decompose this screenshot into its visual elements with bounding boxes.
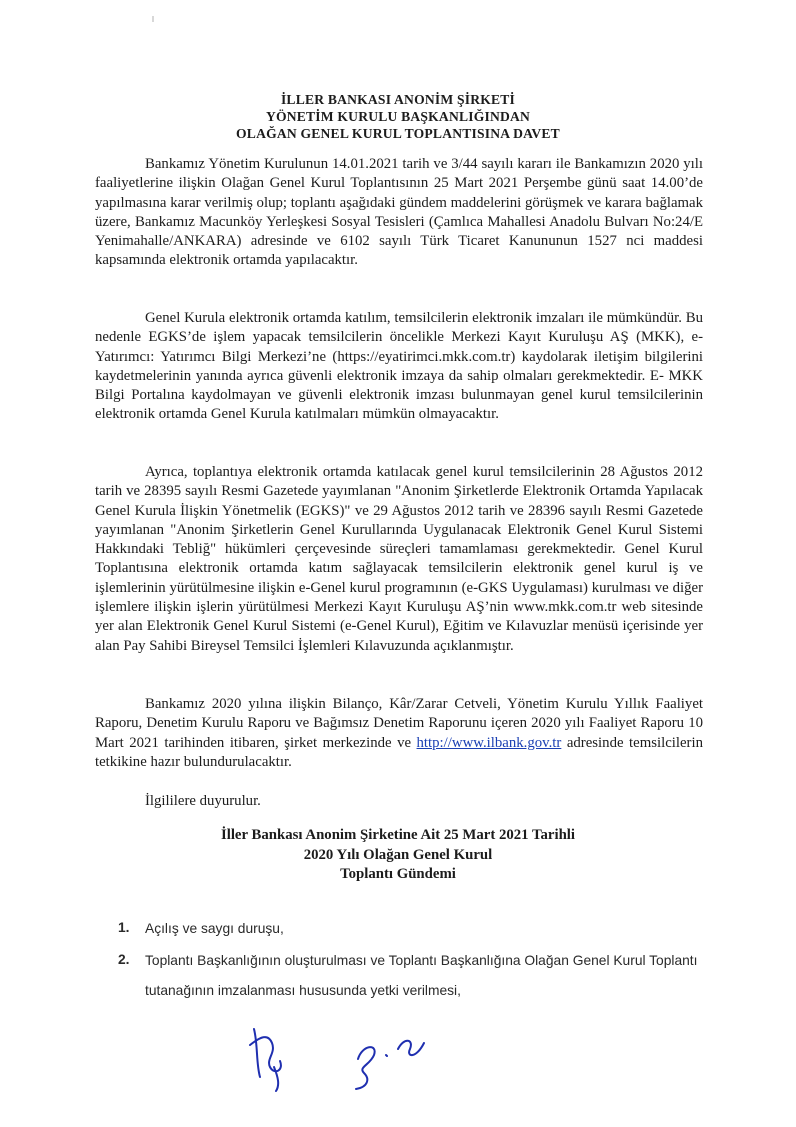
- header-line-company: İLLER BANKASI ANONİM ŞİRKETİ: [280, 92, 516, 107]
- agenda-item-number: 2.: [118, 952, 130, 967]
- closing-note: İlgililere duyurulur.: [145, 793, 261, 809]
- paragraph-electronic-participation: Genel Kurula elektronik ortamda katılım, temsilcilerin elektronik imzaları ile mümkündür. Bu nedenle EGKS’de işlem yapacak temsilcilerin öncelikle Merkezi Kayıt Kuruluşu AŞ (MKK), e-Yatırımcı: Yatırımcı Bilgi Merkezi’ne (https://eyatirimci.mkk.com.tr) kaydolarak iletişim bilgilerini kaydetmelerinin yanında ayrıca güvenli elektronik imzaya da sahip olmaları gerekmektedir. E- MKK Bilgi Portalına kaydolmayan ve güvenli elektronik imzası bulunmayan genel kurul temsilcilerinin elektronik ortamda Genel Kurula katılmaları mümkün olmayacaktır.: [95, 310, 703, 423]
- scan-mark: [152, 16, 154, 22]
- agenda-title: [0, 826, 796, 885]
- agenda-title-line2: 2020 Yılı Olağan Genel Kurul: [303, 846, 493, 863]
- signatures: [240, 1015, 460, 1095]
- ilbank-website-link[interactable]: http://www.ilbank.gov.tr: [416, 734, 562, 751]
- header-line-board: YÖNETİM KURULU BAŞKANLIĞINDAN: [265, 109, 531, 124]
- agenda-item-text: Açılış ve saygı duruşu,: [145, 921, 284, 936]
- agenda-item-number: 1.: [118, 920, 130, 935]
- signature-second: [356, 1041, 424, 1089]
- signature-first: [250, 1029, 281, 1091]
- header-line-invitation: OLAĞAN GENEL KURUL TOPLANTISINA DAVET: [236, 126, 560, 141]
- paragraph-meeting-announcement: Bankamız Yönetim Kurulunun 14.01.2021 tarih ve 3/44 sayılı kararı ile Bankamızın 2020 yılı faaliyetlerine ilişkin Olağan Genel Kurul Toplantısının 25 Mart 2021 Perşembe günü saat 14.00’de yapılmasına karar verilmiş olup; toplantı aşağıdaki gündem maddelerini görüşmek ve karara bağlamak üzere, Bankamız Macunköy Yerleşkesi Sosyal Tesisleri (Çamlıca Mahallesi Anadolu Bulvarı No:24/E Yenimahalle/ANKARA) adresinde ve 6102 sayılı Türk Ticaret Kanununun 1527 nci maddesi kapsamında elektronik ortamda yapılacaktır.: [95, 156, 703, 269]
- annual-report-text-end: adresinde temsilcilerin tetkikine hazır bulundurulacaktır.: [95, 734, 703, 770]
- agenda-item-text: Toplantı Başkanlığının oluşturulması ve Toplantı Başkanlığına Olağan Genel Kurul Toplantı tutanağının imzalanması hususunda yetki verilmesi,: [145, 953, 698, 998]
- paragraph-annual-report: [95, 695, 703, 772]
- paragraph-egks-regulations: Ayrıca, toplantıya elektronik ortamda katılacak genel kurul temsilcilerinin 28 Ağustos 2012 tarih ve 28395 sayılı Resmi Gazetede yayımlanan "Anonim Şirketlerde Elektronik Ortamda Yapılacak Genel Kurula İlişkin Yönetmelik (EGKS)" ve 29 Ağustos 2012 tarih ve 28396 sayılı Resmi Gazetede yayımlanan "Anonim Şirketlerin Genel Kurullarında Uygulanacak Elektronik Genel Kurul Sistemi Hakkındaki Tebliğ" hükümleri çerçevesinde süreçleri tamamlaması gerekmektedir. Genel Kurul Toplantısına elektronik ortamda katım sağlayacak temsilcilerin elektronik genel kurul iş ve işlemlerinin yürütülmesine ilişkin e-Genel kurul programının (e-GKS Uygulaması) kurulması ve diğer işlemlere ilişkin işlerin yürütülmesi Merkezi Kayıt Kuruluşu AŞ’nin www.mkk.com.tr web sitesinde yer alan Elektronik Genel Kurul Sistemi (e-Genel Kurul), Eğitim ve Kılavuzlar menüsü içerisinde yer alan Pay Sahibi Bireysel Temsilci İşlemleri Kılavuzunda açıklanmıştır.: [95, 464, 703, 654]
- document-header: [0, 91, 796, 142]
- annual-report-text: Bankamız 2020 yılına ilişkin Bilanço, Kâr/Zarar Cetveli, Yönetim Kurulu Yıllık Faaliyet Raporu, Denetim Kurulu Raporu ve Bağımsız Denetim Raporunu içeren 2020 yılı Faaliyet Raporu 10 Mart 2021 tarihinden itibaren, şirket merkezinde ve: [95, 696, 703, 751]
- agenda-title-line3: Toplantı Gündemi: [340, 866, 456, 882]
- agenda-title-line1: İller Bankası Anonim Şirketine Ait 25 Mart 2021 Tarihli: [220, 827, 576, 843]
